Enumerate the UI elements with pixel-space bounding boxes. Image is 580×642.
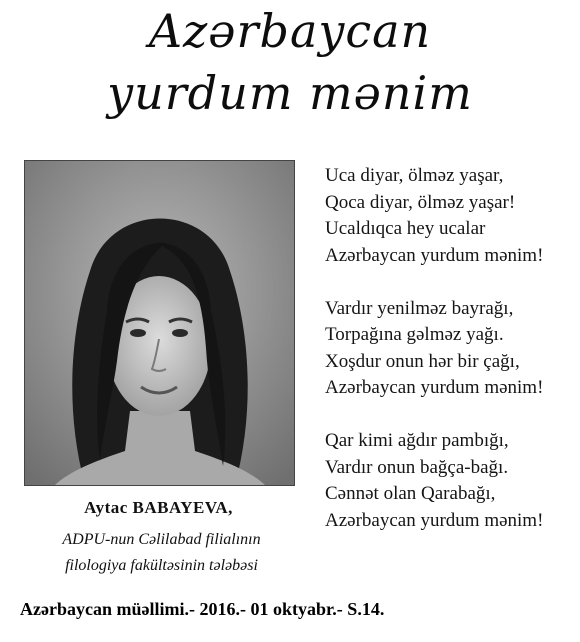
poem-title-line-2: yurdum mənim [107, 66, 473, 120]
author-photo [24, 160, 295, 486]
author-affiliation-line-1: ADPU-nun Cəlilabad filialının [62, 531, 261, 548]
verse-line: Qoca diyar, ölməz yaşar! [325, 191, 516, 213]
verse-line: Azərbaycan yurdum mənim! [325, 244, 544, 266]
poem-stanza-1 [325, 163, 575, 269]
verse-line: Cənnət olan Qarabağı, [325, 483, 496, 504]
verse-line: Vardır yenilməz bayrağı, [325, 297, 514, 319]
author-name: Aytac BABAYEVA, [84, 498, 233, 517]
author-affiliation-line-2: filologiya fakültəsinin tələbəsi [65, 557, 258, 574]
poem-title-line-1: Azərbaycan [148, 4, 432, 58]
verse-line: Xoşdur onun hər bir çağı, [325, 350, 520, 372]
verse-line: Uca diyar, ölməz yaşar, [325, 165, 504, 186]
poem-stanza-3 [325, 428, 575, 534]
verse-line: Azərbaycan yurdum mənim! [325, 509, 544, 531]
verse-line: Qar kimi ağdır pambığı, [325, 430, 509, 451]
source-citation: Azərbaycan müəllimi.- 2016.- 01 oktyabr.- S.14. [20, 599, 385, 619]
verse-line: Vardır onun bağça-bağı. [325, 456, 509, 478]
verse-line: Torpağına gəlməz yağı. [325, 324, 504, 345]
poem-text [325, 163, 575, 534]
verse-line: Ucaldıqca hey ucalar [325, 218, 486, 239]
poem-stanza-2 [325, 296, 575, 402]
verse-line: Azərbaycan yurdum mənim! [325, 377, 544, 398]
